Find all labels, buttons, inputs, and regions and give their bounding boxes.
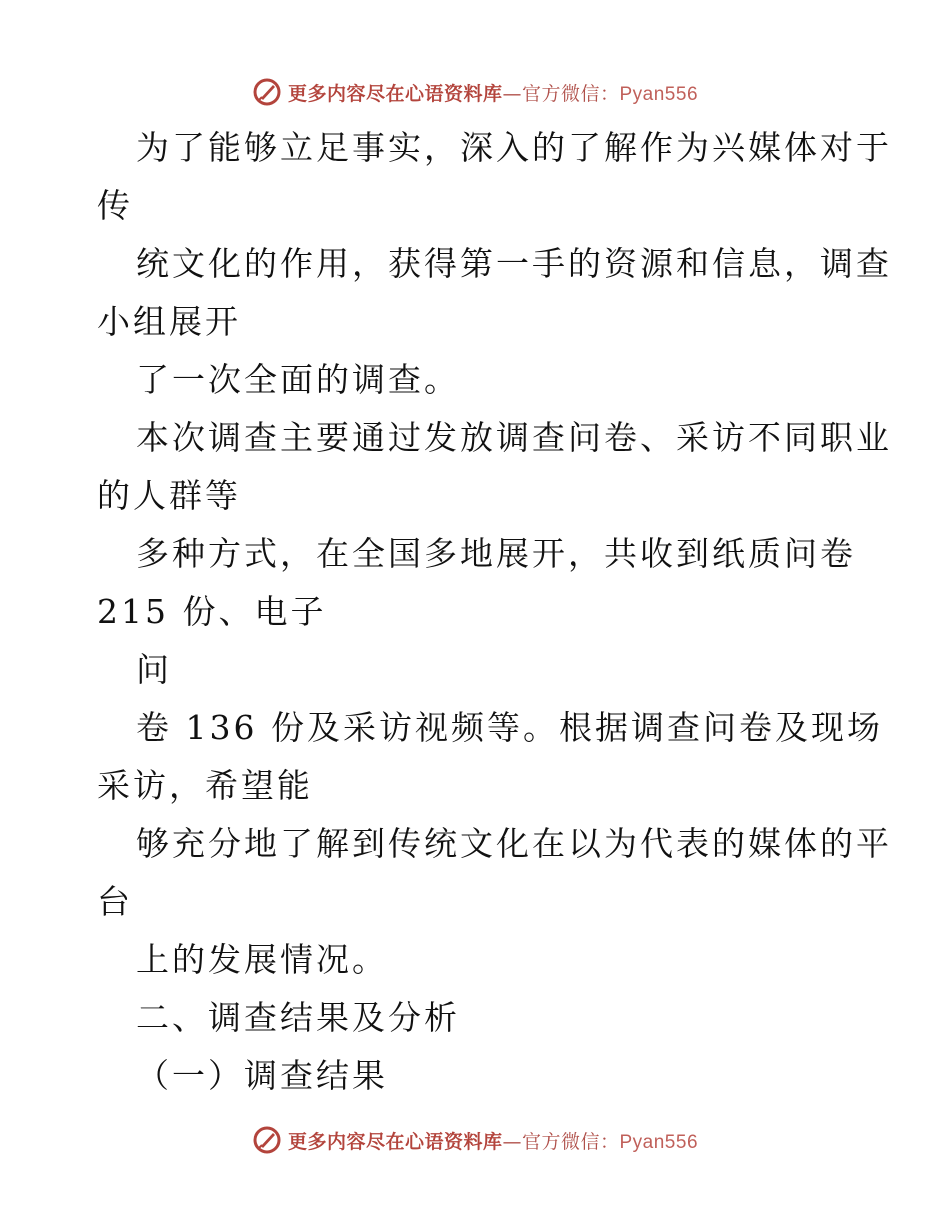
watermark-site-text: 更多内容尽在心语资料库 (287, 82, 503, 105)
watermark-site-text: 更多内容尽在心语资料库 (287, 1130, 503, 1153)
watermark-wechat-label: 官方微信： (521, 82, 620, 105)
paragraph-line: 统文化的作用，获得第一手的资源和信息，调查 (136, 244, 892, 283)
paragraph-line: 采访，希望能 (97, 766, 313, 805)
watermark-text (288, 1127, 698, 1154)
watermark-wechat-label: 官方微信： (521, 1130, 620, 1153)
subsection-heading: （一）调查结果 (136, 1056, 388, 1095)
watermark-wechat-id: Pyan556 (619, 1131, 699, 1153)
paragraph-line: 传 (97, 186, 133, 225)
watermark-wechat-id: Pyan556 (619, 83, 699, 105)
watermark-separator: — (502, 1130, 522, 1153)
paragraph-line: 够充分地了解到传统文化在以为代表的媒体的平 (136, 824, 892, 863)
paragraph-line: 小组展开 (97, 302, 241, 341)
paragraph-line: 215 份、电子 (97, 592, 327, 631)
paragraph-line: 了一次全面的调查。 (136, 360, 460, 399)
paragraph-line: 的人群等 (97, 476, 241, 515)
paragraph-line: 问 (136, 650, 172, 689)
red-quill-logo-icon (252, 1125, 282, 1155)
watermark-separator: — (502, 82, 522, 105)
footer-watermark (0, 1120, 950, 1160)
paragraph-line: 卷 136 份及采访视频等。根据调查问卷及现场 (136, 708, 883, 747)
paragraph-line: 上的发展情况。 (136, 940, 388, 979)
section-heading: 二、调查结果及分析 (136, 998, 460, 1037)
paragraph-line: 为了能够立足事实，深入的了解作为兴媒体对于 (136, 128, 892, 167)
paragraph-line: 本次调查主要通过发放调查问卷、采访不同职业 (136, 418, 892, 457)
paragraph-line: 多种方式，在全国多地展开，共收到纸质问卷 (136, 534, 856, 573)
paragraph-line: 台 (97, 882, 133, 921)
